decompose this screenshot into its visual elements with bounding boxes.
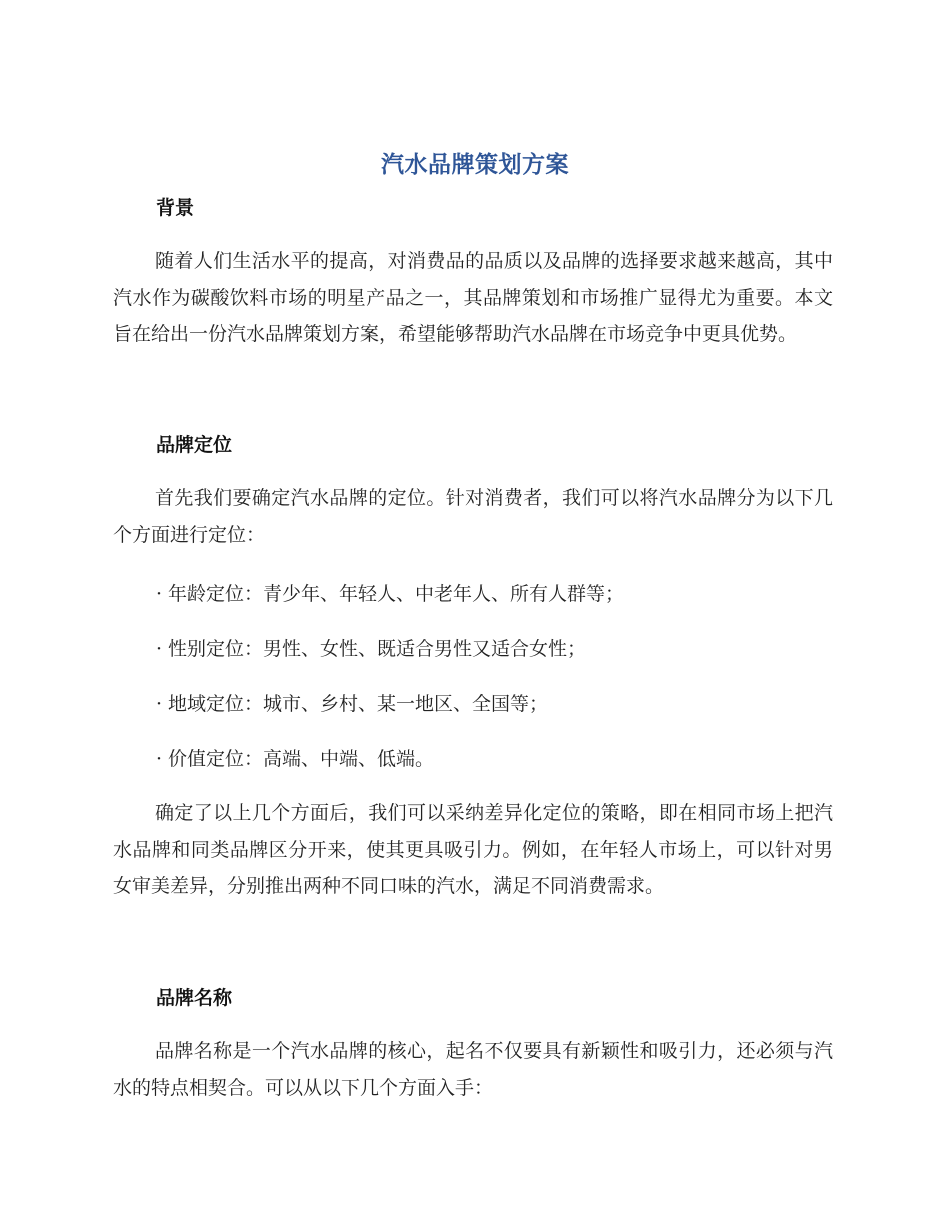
- positioning-conclusion-paragraph: 确定了以上几个方面后，我们可以采纳差异化定位的策略，即在相同市场上把汽水品牌和同类品牌区分开来，使其更具吸引力。例如，在年轻人市场上，可以针对男女审美差异，分别推出两种不同口味的汽水，满足不同消费需求。: [113, 802, 833, 897]
- list-item: [156, 635, 836, 663]
- bullet-text: 年龄定位：青少年、年轻人、中老年人、所有人群等；: [168, 583, 625, 605]
- brand-name-intro-paragraph: 品牌名称是一个汽水品牌的核心，起名不仅要具有新颖性和吸引力，还必须与汽水的特点相契合。可以从以下几个方面入手：: [113, 1040, 833, 1099]
- section-heading-background: 背景: [156, 197, 195, 219]
- list-item: [156, 580, 836, 608]
- background-paragraph: 随着人们生活水平的提高，对消费品的品质以及品牌的选择要求越来越高，其中汽水作为碳酸饮料市场的明星产品之一，其品牌策划和市场推广显得尤为重要。本文旨在给出一份汽水品牌策划方案，希望能够帮助汽水品牌在市场竞争中更具优势。: [113, 250, 833, 345]
- positioning-intro-paragraph: 首先我们要确定汽水品牌的定位。针对消费者，我们可以将汽水品牌分为以下几个方面进行定位：: [113, 487, 833, 546]
- section-heading-positioning: 品牌定位: [156, 434, 233, 456]
- bullet-text: 价值定位：高端、中端、低端。: [168, 748, 435, 770]
- bullet-marker: ·: [156, 638, 163, 660]
- list-item: [156, 745, 836, 773]
- bullet-text: 性别定位：男性、女性、既适合男性又适合女性；: [168, 638, 587, 660]
- section-heading-brand-name: 品牌名称: [156, 987, 233, 1009]
- bullet-marker: ·: [156, 693, 163, 715]
- list-item: [156, 690, 836, 718]
- bullet-marker: ·: [156, 748, 163, 770]
- document-title: 汽水品牌策划方案: [381, 152, 569, 178]
- bullet-marker: ·: [156, 583, 163, 605]
- bullet-text: 地域定位：城市、乡村、某一地区、全国等；: [168, 693, 549, 715]
